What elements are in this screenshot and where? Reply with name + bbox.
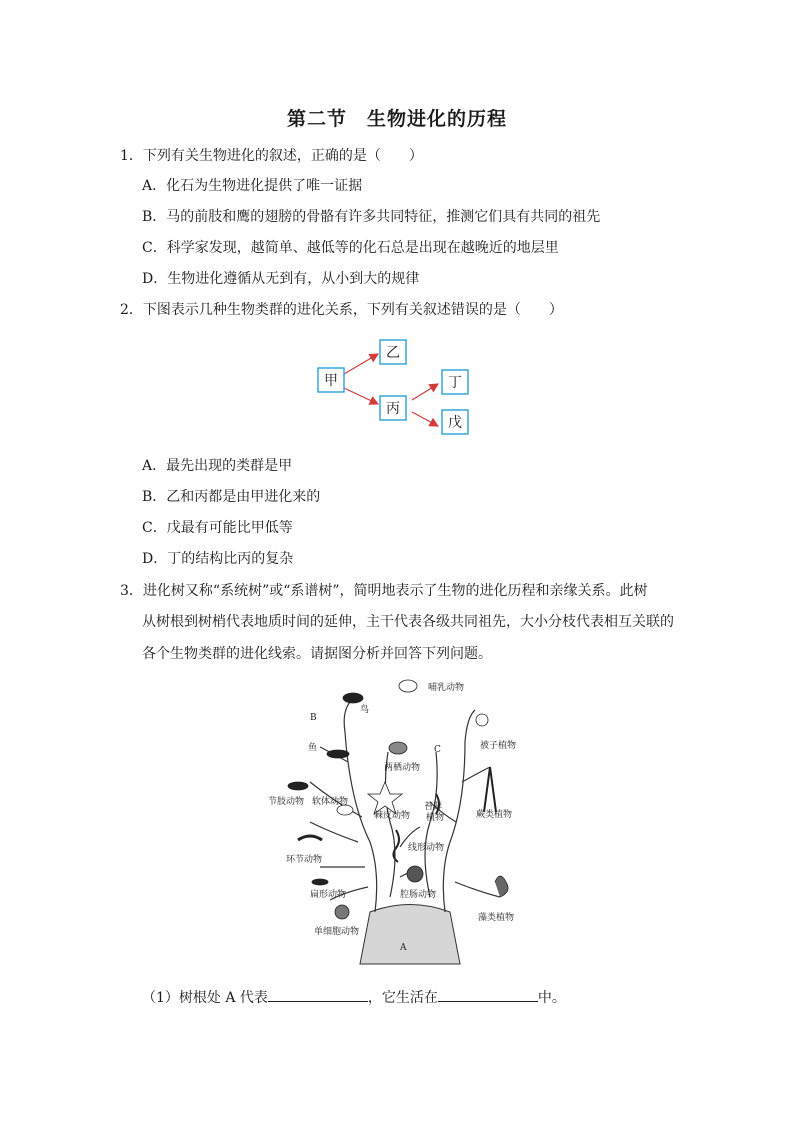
label-yi: 乙 <box>386 345 400 361</box>
arrow-bing-wu <box>412 412 438 426</box>
question-2-option-d: D．丁的结构比丙的复杂 <box>142 551 294 567</box>
flatworm-icon <box>312 879 328 885</box>
answer-blank-2[interactable] <box>438 987 538 1002</box>
question-3-sub-1 <box>142 987 566 1008</box>
label-fish: 鱼 <box>308 743 318 753</box>
label-annelid: 环节动物 <box>286 855 323 865</box>
rabbit-icon <box>399 680 417 692</box>
label-ding: 丁 <box>448 375 462 391</box>
label-bing: 丙 <box>386 401 400 417</box>
question-1-option-b: B．马的前肢和鹰的翅膀的骨骼有许多共同特征，推测它们具有共同的祖先 <box>142 209 601 225</box>
question-2-option-a: A．最先出现的类群是甲 <box>142 458 293 474</box>
label-nematode: 线形动物 <box>408 843 445 853</box>
label-moss-1: 苔藓 <box>424 802 443 812</box>
question-1-option-c: C．科学家发现，越简单、越低等的化石总是出现在越晚近的地层里 <box>142 240 559 256</box>
label-cnidarian: 腔肠动物 <box>400 890 437 900</box>
question-3-line-2: 从树根到树梢代表地质时间的延伸，主干代表各级共同祖先，大小分枝代表相互关联的 <box>142 614 674 630</box>
arrow-bing-ding <box>412 384 438 400</box>
label-angiosperm: 被子植物 <box>480 741 517 751</box>
evolution-relation-diagram <box>300 332 500 442</box>
fern-icon <box>484 767 496 812</box>
fish-icon <box>327 750 349 758</box>
cnidarian-icon <box>407 866 423 882</box>
annelid-icon <box>298 836 322 840</box>
label-algae: 藻类植物 <box>478 913 515 923</box>
label-arthropod: 节肢动物 <box>268 797 305 807</box>
label-c: C <box>434 745 441 755</box>
question-2-option-c: C．戊最有可能比甲低等 <box>142 520 293 536</box>
question-2-stem: 2．下图表示几种生物类群的进化关系，下列有关叙述错误的是（ ） <box>120 302 563 318</box>
bird-icon <box>343 693 363 703</box>
label-moss-2: 植物 <box>426 813 445 823</box>
label-echinoderm: 棘皮动物 <box>374 811 411 821</box>
question-1-option-a: A．化石为生物进化提供了唯一证据 <box>142 178 363 194</box>
label-jia: 甲 <box>324 373 338 389</box>
question-1-option-d: D．生物进化遵循从无到有，从小到大的规律 <box>142 271 420 287</box>
sub-1-text-b: ，它生活在 <box>367 990 438 1006</box>
label-fern: 蕨类植物 <box>476 810 513 820</box>
label-bird: 鸟 <box>360 705 370 715</box>
answer-blank-1[interactable] <box>268 987 368 1002</box>
label-wu: 戊 <box>448 415 462 431</box>
label-amphibian: 两栖动物 <box>384 763 421 773</box>
protozoa-icon <box>335 905 349 919</box>
label-flatworm: 扁形动物 <box>310 890 347 900</box>
label-b: B <box>310 713 317 723</box>
sub-1-text-c: 中。 <box>537 990 566 1006</box>
question-3-line-3: 各个生物类群的进化线索。请据图分析并回答下列问题。 <box>142 646 492 662</box>
frog-icon <box>389 742 407 754</box>
arrow-jia-bing <box>344 388 378 404</box>
tree-root-a <box>360 905 460 965</box>
label-a: A <box>400 943 407 953</box>
question-1-stem: 1．下列有关生物进化的叙述，正确的是（ ） <box>120 148 423 164</box>
insect-icon <box>288 782 308 790</box>
question-2-option-b: B．乙和丙都是由甲进化来的 <box>142 489 321 505</box>
question-3-line-1: 3．进化树又称“系统树”或“系谱树”，简明地表示了生物的进化历程和亲缘关系。此树 <box>120 583 648 599</box>
evolution-tree-figure <box>250 672 550 972</box>
starfish-icon <box>368 782 402 814</box>
sub-1-text-a: （1）树根处 A 代表 <box>142 990 268 1006</box>
algae-icon <box>495 876 508 897</box>
arrow-jia-yi <box>344 354 378 374</box>
label-mammal: 哺乳动物 <box>428 683 465 693</box>
label-mollusk: 软体动物 <box>312 797 349 807</box>
flower-icon <box>476 714 488 726</box>
page-title: 第二节 生物进化的历程 <box>286 108 507 130</box>
label-protozoa: 单细胞动物 <box>314 927 360 937</box>
